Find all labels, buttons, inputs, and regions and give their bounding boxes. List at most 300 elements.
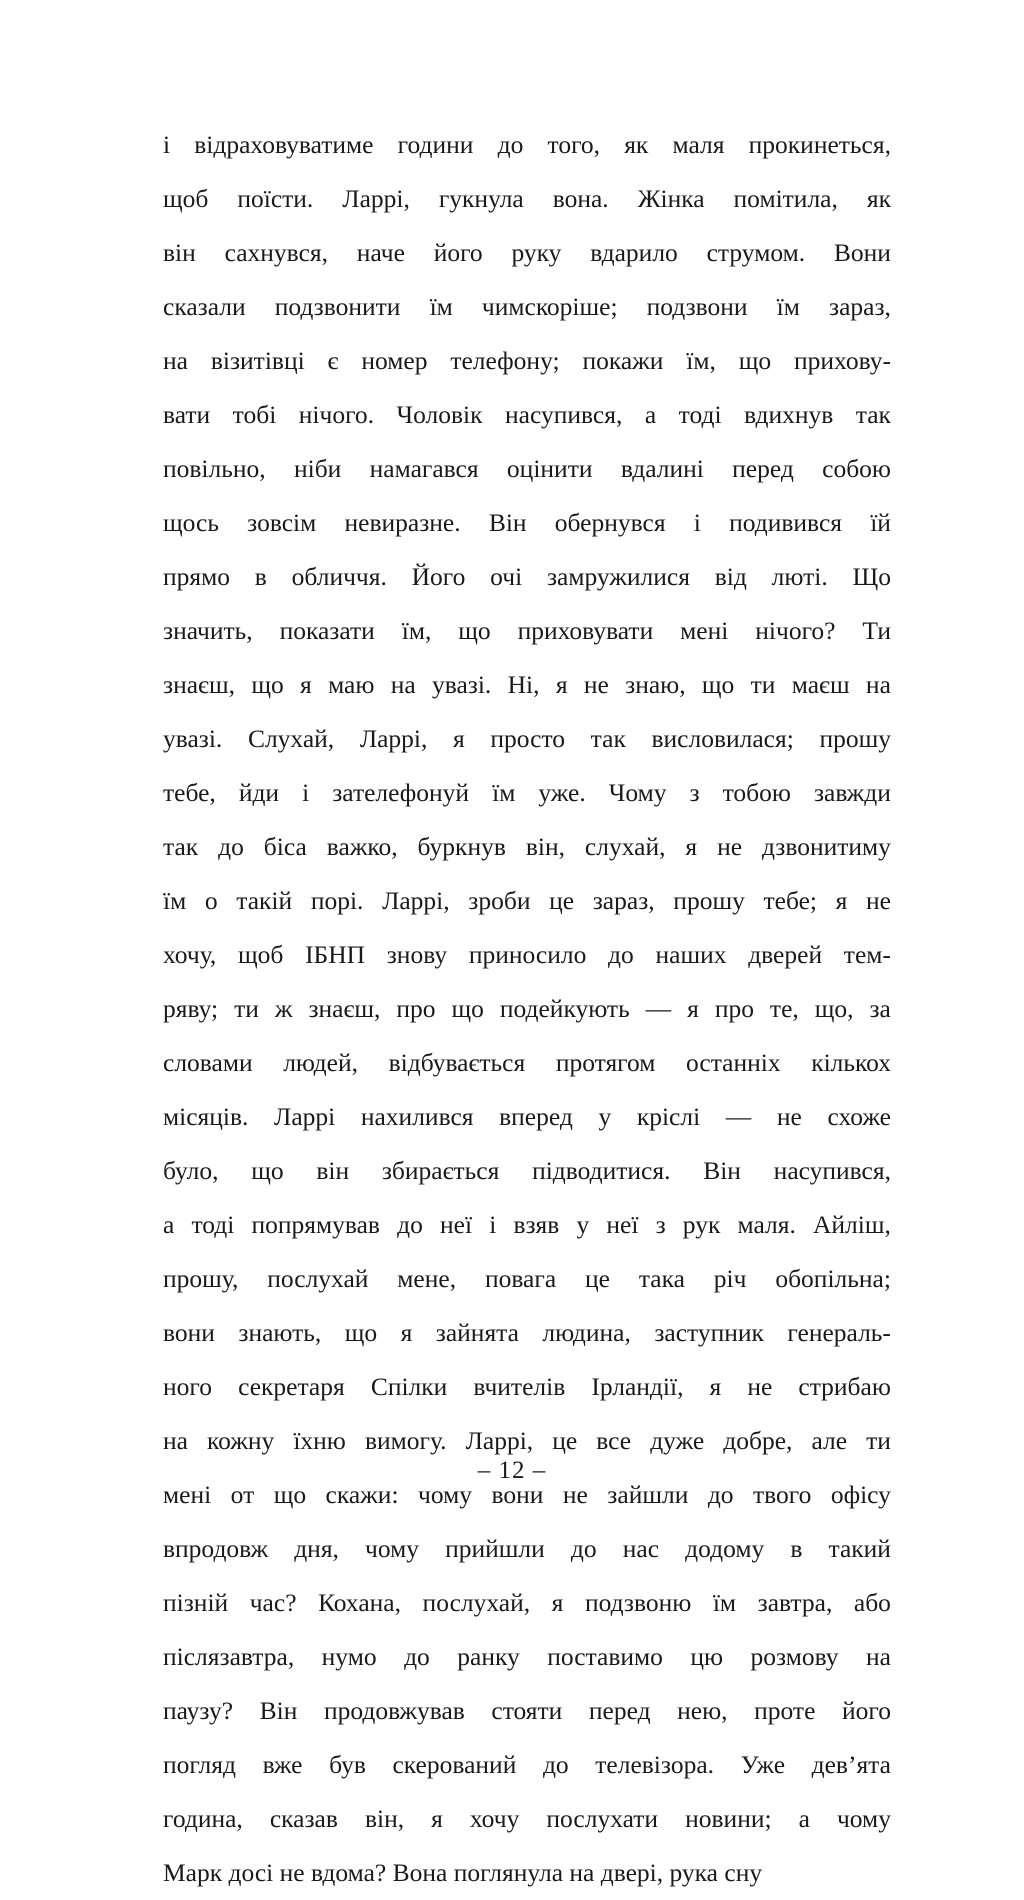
body-word: перед	[588, 1696, 651, 1725]
body-word: в	[254, 562, 267, 591]
body-word: ніби	[293, 454, 342, 483]
body-word: мені	[680, 616, 729, 645]
body-word: Ларрі,	[342, 184, 410, 213]
body-word: що	[701, 670, 735, 699]
body-word: поставимо	[547, 1642, 663, 1671]
body-line	[163, 550, 891, 604]
body-word: Чому	[608, 778, 667, 807]
body-word: година,	[163, 1804, 243, 1833]
body-word: і	[302, 778, 310, 807]
body-word: як	[866, 184, 891, 213]
body-word: вдалині	[620, 454, 704, 483]
body-word: Ні,	[507, 670, 540, 699]
body-word: до	[404, 1642, 430, 1671]
body-word: я	[453, 724, 465, 753]
body-word: ти	[866, 1426, 891, 1455]
body-word: знову	[386, 940, 448, 969]
body-word: за	[869, 994, 891, 1023]
body-word: новини;	[685, 1804, 772, 1833]
body-word: секретаря	[238, 1372, 345, 1401]
body-word: зараз,	[829, 292, 891, 321]
body-word: завжди	[813, 778, 891, 807]
body-word: пізній	[163, 1588, 229, 1617]
body-word: знають,	[238, 1318, 322, 1347]
body-word: його	[841, 1696, 891, 1725]
body-word: з	[689, 778, 700, 807]
body-line	[163, 280, 891, 334]
body-word: увазі.	[432, 670, 492, 699]
body-word: —	[645, 994, 672, 1023]
body-word: до	[542, 1750, 569, 1779]
body-word: Вони	[833, 238, 891, 267]
body-word: їй	[870, 508, 891, 537]
body-word: і	[489, 1210, 497, 1239]
body-word: Ларрі,	[382, 886, 450, 915]
body-word: їм,	[401, 616, 432, 645]
body-word: я	[709, 1372, 722, 1401]
body-word: офісу	[830, 1480, 891, 1509]
body-word: щоб	[163, 184, 209, 213]
body-word: нахилився	[360, 1102, 474, 1131]
body-word: обернувся	[554, 508, 666, 537]
body-word: помітила,	[733, 184, 838, 213]
body-line	[163, 442, 891, 496]
body-word: скажи:	[325, 1480, 399, 1509]
body-line	[163, 820, 891, 874]
body-word: дев’ята	[811, 1750, 891, 1779]
body-word: твого	[753, 1480, 812, 1509]
body-word: Айліш,	[812, 1210, 891, 1239]
body-word: а	[163, 1210, 175, 1239]
body-word: не	[717, 832, 743, 861]
body-word: про	[396, 994, 436, 1023]
body-line	[163, 1144, 891, 1198]
body-word: було,	[163, 1156, 219, 1185]
body-word: чому	[418, 1480, 472, 1509]
body-word: додому	[685, 1534, 765, 1563]
body-word: телефону;	[450, 346, 560, 375]
body-word: візитівці	[210, 346, 305, 375]
body-line	[163, 1252, 891, 1306]
body-word: перед	[732, 454, 794, 483]
body-word: так	[855, 400, 891, 429]
body-word: струмом.	[706, 238, 806, 267]
body-word: час?	[249, 1588, 297, 1617]
body-word: з	[655, 1210, 666, 1239]
body-word: не	[866, 886, 891, 915]
body-word: руку	[511, 238, 562, 267]
body-word: паузу?	[163, 1696, 234, 1725]
body-word: прокинеться,	[748, 130, 891, 159]
body-word: добре,	[723, 1426, 793, 1455]
body-word: значить,	[163, 616, 253, 645]
body-word: увазі.	[163, 724, 223, 753]
body-word: приносило	[468, 940, 587, 969]
body-word: мені	[163, 1480, 212, 1509]
body-word: не	[776, 1102, 802, 1131]
body-word: знаєш,	[163, 670, 235, 699]
body-word: телевізора.	[595, 1750, 715, 1779]
body-word: неї	[440, 1210, 473, 1239]
body-word: річ	[713, 1264, 747, 1293]
body-line	[163, 658, 891, 712]
body-word: подзвони	[646, 292, 748, 321]
body-word: такій	[236, 886, 293, 915]
body-word: тоді	[191, 1210, 235, 1239]
body-word: він,	[525, 832, 565, 861]
body-word: до	[570, 1534, 597, 1563]
body-word: це	[549, 886, 575, 915]
body-word: хочу,	[163, 940, 217, 969]
body-word: у	[598, 1102, 612, 1131]
body-word: насупився,	[773, 1156, 891, 1185]
body-word: сахнувся,	[224, 238, 328, 267]
body-word: що	[738, 346, 772, 375]
body-word: наче	[356, 238, 405, 267]
body-word: останніх	[686, 1048, 781, 1077]
body-word: кріслі	[636, 1102, 701, 1131]
body-word: зовсім	[247, 508, 317, 537]
body-line	[163, 982, 891, 1036]
body-word: години	[397, 130, 474, 159]
body-word: біса	[263, 832, 307, 861]
body-word: до	[608, 940, 634, 969]
body-word: їм	[492, 778, 516, 807]
body-word: рук	[682, 1210, 721, 1239]
body-word: сказали	[163, 292, 246, 321]
body-word: схоже	[827, 1102, 891, 1131]
body-word: кожну	[207, 1426, 275, 1455]
body-word: на	[390, 670, 416, 699]
body-word: не	[747, 1372, 773, 1401]
body-word: зайнята	[435, 1318, 519, 1347]
body-word: оцінити	[506, 454, 593, 483]
page-number: – 12 –	[477, 1457, 547, 1484]
body-word: хочу	[469, 1804, 520, 1833]
body-word: у	[576, 1210, 590, 1239]
body-word: ти	[234, 994, 259, 1023]
body-word: на	[866, 1642, 891, 1671]
body-word: просто	[490, 724, 566, 753]
body-word: генераль-	[787, 1318, 891, 1347]
body-line	[163, 1090, 891, 1144]
body-word: прошу	[673, 886, 745, 915]
body-word: уже.	[538, 778, 586, 807]
body-word: вчителів	[473, 1372, 566, 1401]
body-word: щось	[163, 508, 219, 537]
body-line	[163, 1630, 891, 1684]
body-word: того,	[547, 130, 601, 159]
body-word: продовжував	[323, 1696, 465, 1725]
body-word: їм,	[686, 346, 716, 375]
body-word: я	[555, 670, 568, 699]
body-word: їм	[429, 292, 453, 321]
body-word: зайшли	[607, 1480, 689, 1509]
body-word: є	[327, 346, 339, 375]
body-word: Він	[488, 508, 527, 537]
body-word: відраховуватиме	[194, 130, 374, 159]
body-word: прийшли	[445, 1534, 545, 1563]
body-word: від	[714, 562, 747, 591]
body-word: проте	[754, 1696, 816, 1725]
body-line	[163, 334, 891, 388]
body-word: розмову	[750, 1642, 839, 1671]
body-word: Ірландії,	[591, 1372, 684, 1401]
body-word: прямо	[163, 562, 231, 591]
body-word: наших	[655, 940, 727, 969]
body-word: погляд	[163, 1750, 236, 1779]
body-word: їм	[163, 886, 187, 915]
body-word: підводитися.	[532, 1156, 671, 1185]
body-word: що	[451, 994, 484, 1023]
body-word: його	[433, 238, 483, 267]
body-word: ж	[274, 994, 293, 1023]
body-word: їм	[712, 1588, 737, 1617]
body-word: зараз,	[592, 886, 655, 915]
body-word: Чоловік	[396, 400, 483, 429]
body-line	[163, 1792, 891, 1846]
body-word: тоді	[678, 400, 722, 429]
body-word: послухай,	[422, 1588, 531, 1617]
body-word: він	[163, 238, 196, 267]
body-line	[163, 1360, 891, 1414]
body-word: а	[644, 400, 657, 429]
body-word: повільно,	[163, 454, 266, 483]
body-word: обопільна;	[775, 1264, 891, 1293]
body-word: цю	[690, 1642, 724, 1671]
body-word: такий	[828, 1534, 891, 1563]
body-word: не	[562, 1480, 588, 1509]
body-word: місяців.	[163, 1102, 249, 1131]
body-word: кількох	[811, 1048, 891, 1077]
body-word: до	[707, 1480, 734, 1509]
body-word: не	[583, 670, 609, 699]
body-word: дзвонитиму	[761, 832, 891, 861]
body-word: що,	[814, 994, 854, 1023]
body-word: попрямував	[251, 1210, 380, 1239]
body-word: і	[163, 130, 171, 159]
body-word: зателефонуй	[332, 778, 470, 807]
body-word: протягом	[555, 1048, 656, 1077]
body-word: вона.	[552, 184, 609, 213]
body-word: на	[163, 346, 188, 375]
body-word: а	[798, 1804, 810, 1833]
body-word: нас	[622, 1534, 660, 1563]
body-word: вже	[262, 1750, 303, 1779]
body-word: я	[400, 1318, 413, 1347]
body-word: Уже	[740, 1750, 786, 1779]
body-word: до	[397, 1210, 423, 1239]
body-word: але	[811, 1426, 848, 1455]
body-line	[163, 1576, 891, 1630]
body-word: в	[790, 1534, 803, 1563]
body-word: я	[687, 994, 699, 1023]
body-line	[163, 496, 891, 550]
body-word: Ларрі,	[359, 724, 428, 753]
body-word: ІБНП	[305, 940, 366, 969]
body-word: подзвонити	[274, 292, 401, 321]
body-word: Він	[703, 1156, 741, 1185]
body-word: вперед	[499, 1102, 573, 1131]
body-word: послухати	[546, 1804, 659, 1833]
body-word: номер	[361, 346, 428, 375]
body-word: повага	[484, 1264, 557, 1293]
body-word: людей,	[283, 1048, 358, 1077]
body-word: дуже	[650, 1426, 705, 1455]
body-word: що	[273, 1480, 307, 1509]
body-word: чому	[365, 1534, 420, 1563]
body-word: це	[585, 1264, 610, 1293]
body-word: очі	[490, 562, 523, 591]
body-word: вони	[491, 1480, 544, 1509]
body-word: Слухай,	[247, 724, 335, 753]
body-word: нічого.	[298, 400, 375, 429]
body-word: дня,	[294, 1534, 339, 1563]
body-line	[163, 388, 891, 442]
body-word: Ларрі	[274, 1102, 336, 1131]
body-word: ти	[750, 670, 776, 699]
body-word: на	[865, 670, 891, 699]
body-word: їхню	[293, 1426, 346, 1455]
body-word: тобі	[232, 400, 277, 429]
body-line	[163, 766, 891, 820]
body-word: впродовж	[163, 1534, 269, 1563]
body-line	[163, 1306, 891, 1360]
body-word: замружилися	[546, 562, 690, 591]
body-word: о	[204, 886, 218, 915]
body-word: нумо	[321, 1642, 377, 1671]
body-word: ного	[163, 1372, 212, 1401]
body-word: —	[725, 1102, 752, 1131]
body-word: висловилася;	[651, 724, 794, 753]
body-line	[163, 604, 891, 658]
body-word: подивився	[729, 508, 842, 537]
body-word: вимогу.	[364, 1426, 447, 1455]
body-word: от	[230, 1480, 255, 1509]
body-word: подзвоню	[584, 1588, 692, 1617]
body-word: вони	[163, 1318, 215, 1347]
body-word: словами	[163, 1048, 253, 1077]
body-word: так	[163, 832, 199, 861]
body-word: тем-	[843, 940, 891, 969]
body-text-block	[163, 118, 891, 1900]
body-word: так	[590, 724, 626, 753]
body-word: гукнула	[438, 184, 524, 213]
body-word: збирається	[381, 1156, 500, 1185]
body-word: я	[300, 670, 312, 699]
body-word: ранку	[457, 1642, 520, 1671]
body-word: тебе,	[163, 778, 216, 807]
body-word: він,	[364, 1804, 405, 1833]
body-word: Його	[411, 562, 466, 591]
body-word: маля	[672, 130, 725, 159]
body-word: така	[638, 1264, 685, 1293]
body-word: щоб	[237, 940, 284, 969]
body-word: знаєш,	[308, 994, 381, 1023]
body-line	[163, 874, 891, 928]
body-word: нею,	[677, 1696, 728, 1725]
body-word: їм	[776, 292, 800, 321]
body-word: поїсти.	[237, 184, 314, 213]
body-word: відбувається	[388, 1048, 526, 1077]
body-word: був	[329, 1750, 366, 1779]
body-word: як	[624, 130, 649, 159]
body-word: Ти	[862, 616, 891, 645]
body-word: важко,	[326, 832, 398, 861]
body-line	[163, 1684, 891, 1738]
body-word: про	[714, 994, 754, 1023]
body-word: до	[218, 832, 244, 861]
body-word: що	[458, 616, 491, 645]
body-word: нічого?	[755, 616, 836, 645]
body-word: взяв	[513, 1210, 560, 1239]
body-word: що	[251, 1156, 284, 1185]
body-word: насупився,	[505, 400, 623, 429]
body-word: Спілки	[370, 1372, 448, 1401]
body-word: Що	[852, 562, 891, 591]
body-line	[163, 1036, 891, 1090]
body-word: післязавтра,	[163, 1642, 295, 1671]
body-line	[163, 172, 891, 226]
body-word: чимскоріше;	[481, 292, 618, 321]
body-word: прошу,	[163, 1264, 239, 1293]
body-line	[163, 118, 891, 172]
body-word: намагався	[369, 454, 479, 483]
body-word: невиразне.	[344, 508, 461, 537]
body-word: маєш	[791, 670, 850, 699]
body-word: Ларрі,	[465, 1426, 534, 1455]
body-word: Жінка	[637, 184, 705, 213]
body-word: до	[497, 130, 524, 159]
body-word: або	[853, 1588, 891, 1617]
body-word: те,	[769, 994, 799, 1023]
body-word: дверей	[748, 940, 823, 969]
body-line	[163, 226, 891, 280]
body-line	[163, 1198, 891, 1252]
body-word: я	[685, 832, 698, 861]
body-word: покажи	[582, 346, 664, 375]
body-word: що	[344, 1318, 378, 1347]
body-word: сказав	[269, 1804, 338, 1833]
body-word: йди	[238, 778, 280, 807]
body-word: люті.	[771, 562, 828, 591]
body-word: ряву;	[163, 994, 219, 1023]
body-line	[163, 928, 891, 982]
body-word: на	[163, 1426, 188, 1455]
body-word: порі.	[310, 886, 364, 915]
body-word: скерований	[392, 1750, 517, 1779]
body-word: тебе;	[763, 886, 817, 915]
body-word: я	[835, 886, 848, 915]
body-word: стрибаю	[798, 1372, 891, 1401]
body-word: маю	[328, 670, 375, 699]
body-word: чому	[836, 1804, 891, 1833]
body-word: Він	[259, 1696, 298, 1725]
body-word: завтра,	[757, 1588, 833, 1617]
body-word: собою	[822, 454, 891, 483]
body-word: все	[596, 1426, 632, 1455]
body-word: неї	[606, 1210, 639, 1239]
body-line	[163, 1522, 891, 1576]
body-word: Кохана,	[318, 1588, 401, 1617]
body-word: зроби	[468, 886, 531, 915]
body-line: Марк досі не вдома? Вона поглянула на двері, рука сну	[163, 1858, 763, 1887]
body-word: він	[316, 1156, 350, 1185]
body-word: тобою	[722, 778, 791, 807]
body-word: людина,	[542, 1318, 631, 1347]
body-word: стояти	[491, 1696, 563, 1725]
body-word: буркнув	[417, 832, 506, 861]
